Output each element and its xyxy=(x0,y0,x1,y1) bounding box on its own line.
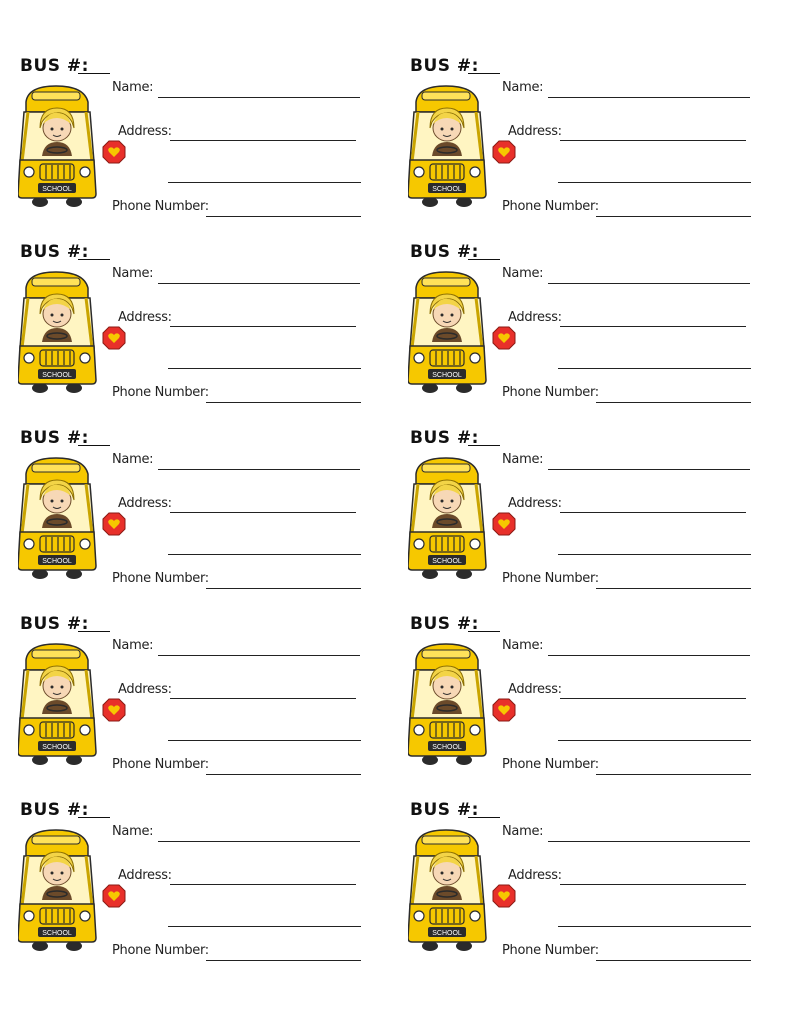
bus-tag-card-5-left xyxy=(20,800,400,980)
name-line[interactable] xyxy=(158,97,360,98)
school-bus-icon xyxy=(18,640,102,766)
bus-number-line[interactable] xyxy=(78,631,110,632)
phone-label: Phone Number: xyxy=(502,943,599,958)
bus-number-label: BUS #: xyxy=(20,614,89,634)
address-label: Address: xyxy=(508,310,562,325)
bus-tag-card-1-right xyxy=(410,56,790,236)
phone-line[interactable] xyxy=(206,774,361,775)
phone-label: Phone Number: xyxy=(112,385,209,400)
name-label: Name: xyxy=(502,824,544,839)
stop-sign-heart-icon xyxy=(102,884,126,908)
phone-label: Phone Number: xyxy=(502,571,599,586)
bus-sign-text: SCHOOL xyxy=(432,930,462,937)
stop-sign-heart-icon xyxy=(492,326,516,350)
bus-number-label: BUS #: xyxy=(410,428,479,448)
address-label: Address: xyxy=(118,310,172,325)
name-label: Name: xyxy=(502,452,544,467)
bus-number-line[interactable] xyxy=(468,631,500,632)
phone-label: Phone Number: xyxy=(502,385,599,400)
bus-sign-text: SCHOOL xyxy=(42,186,72,193)
bus-tag-card-2-left xyxy=(20,242,400,422)
bus-sign-text: SCHOOL xyxy=(432,744,462,751)
address-label: Address: xyxy=(508,124,562,139)
bus-number-line[interactable] xyxy=(468,73,500,74)
bus-sign-text: SCHOOL xyxy=(432,186,462,193)
phone-line[interactable] xyxy=(596,588,751,589)
address-label: Address: xyxy=(508,682,562,697)
stop-sign-heart-icon xyxy=(102,140,126,164)
phone-label: Phone Number: xyxy=(112,757,209,772)
phone-label: Phone Number: xyxy=(502,199,599,214)
school-bus-icon xyxy=(18,82,102,208)
name-label: Name: xyxy=(112,80,154,95)
address-label: Address: xyxy=(118,124,172,139)
address-line-1[interactable] xyxy=(170,326,356,327)
phone-label: Phone Number: xyxy=(502,757,599,772)
name-label: Name: xyxy=(112,266,154,281)
stop-sign-heart-icon xyxy=(102,512,126,536)
stop-sign-heart-icon xyxy=(102,326,126,350)
address-line-2[interactable] xyxy=(168,182,361,183)
bus-number-label: BUS #: xyxy=(410,242,479,262)
bus-tag-card-1-left xyxy=(20,56,400,236)
address-line-1[interactable] xyxy=(170,698,356,699)
address-line-2[interactable] xyxy=(558,926,751,927)
bus-tag-card-3-left xyxy=(20,428,400,608)
name-line[interactable] xyxy=(548,469,750,470)
school-bus-icon xyxy=(408,268,492,394)
name-label: Name: xyxy=(502,638,544,653)
address-label: Address: xyxy=(508,868,562,883)
bus-number-label: BUS #: xyxy=(410,614,479,634)
phone-line[interactable] xyxy=(206,960,361,961)
name-line[interactable] xyxy=(158,841,360,842)
school-bus-icon xyxy=(408,826,492,952)
name-line[interactable] xyxy=(158,469,360,470)
address-label: Address: xyxy=(118,682,172,697)
bus-sign-text: SCHOOL xyxy=(42,930,72,937)
address-line-1[interactable] xyxy=(170,884,356,885)
address-line-2[interactable] xyxy=(558,554,751,555)
bus-number-line[interactable] xyxy=(78,817,110,818)
bus-number-label: BUS #: xyxy=(20,428,89,448)
bus-tag-card-5-right xyxy=(410,800,790,980)
school-bus-icon xyxy=(408,640,492,766)
stop-sign-heart-icon xyxy=(492,884,516,908)
bus-sign-text: SCHOOL xyxy=(42,372,72,379)
school-bus-icon xyxy=(408,82,492,208)
school-bus-icon xyxy=(18,454,102,580)
bus-number-label: BUS #: xyxy=(20,56,89,76)
phone-line[interactable] xyxy=(596,960,751,961)
name-line[interactable] xyxy=(548,655,750,656)
stop-sign-heart-icon xyxy=(492,140,516,164)
bus-tag-card-3-right xyxy=(410,428,790,608)
address-label: Address: xyxy=(118,496,172,511)
address-line-1[interactable] xyxy=(170,512,356,513)
name-line[interactable] xyxy=(548,97,750,98)
bus-sign-text: SCHOOL xyxy=(432,558,462,565)
address-line-2[interactable] xyxy=(168,740,361,741)
bus-number-label: BUS #: xyxy=(410,56,479,76)
bus-number-label: BUS #: xyxy=(20,800,89,820)
bus-sign-text: SCHOOL xyxy=(42,558,72,565)
stop-sign-heart-icon xyxy=(492,698,516,722)
address-line-1[interactable] xyxy=(560,326,746,327)
name-label: Name: xyxy=(502,266,544,281)
stop-sign-heart-icon xyxy=(492,512,516,536)
address-line-2[interactable] xyxy=(168,368,361,369)
phone-label: Phone Number: xyxy=(112,571,209,586)
address-line-1[interactable] xyxy=(560,884,746,885)
school-bus-icon xyxy=(18,826,102,952)
phone-line[interactable] xyxy=(596,402,751,403)
stop-sign-heart-icon xyxy=(102,698,126,722)
bus-tag-card-4-right xyxy=(410,614,790,794)
bus-number-line[interactable] xyxy=(78,73,110,74)
address-line-1[interactable] xyxy=(560,140,746,141)
name-line[interactable] xyxy=(158,283,360,284)
bus-number-line[interactable] xyxy=(468,817,500,818)
phone-label: Phone Number: xyxy=(112,943,209,958)
school-bus-icon xyxy=(408,454,492,580)
phone-label: Phone Number: xyxy=(112,199,209,214)
phone-line[interactable] xyxy=(206,402,361,403)
name-label: Name: xyxy=(112,638,154,653)
bus-number-label: BUS #: xyxy=(20,242,89,262)
bus-tag-card-4-left xyxy=(20,614,400,794)
bus-number-line[interactable] xyxy=(78,445,110,446)
bus-number-line[interactable] xyxy=(468,445,500,446)
bus-sign-text: SCHOOL xyxy=(432,372,462,379)
address-line-1[interactable] xyxy=(170,140,356,141)
name-label: Name: xyxy=(112,824,154,839)
name-line[interactable] xyxy=(158,655,360,656)
address-label: Address: xyxy=(118,868,172,883)
address-line-2[interactable] xyxy=(558,368,751,369)
phone-line[interactable] xyxy=(206,216,361,217)
name-line[interactable] xyxy=(548,283,750,284)
phone-line[interactable] xyxy=(596,216,751,217)
address-line-2[interactable] xyxy=(558,182,751,183)
name-label: Name: xyxy=(112,452,154,467)
bus-number-label: BUS #: xyxy=(410,800,479,820)
address-line-2[interactable] xyxy=(168,554,361,555)
address-line-1[interactable] xyxy=(560,512,746,513)
address-line-2[interactable] xyxy=(168,926,361,927)
name-label: Name: xyxy=(502,80,544,95)
bus-sign-text: SCHOOL xyxy=(42,744,72,751)
school-bus-icon xyxy=(18,268,102,394)
address-line-1[interactable] xyxy=(560,698,746,699)
phone-line[interactable] xyxy=(206,588,361,589)
address-line-2[interactable] xyxy=(558,740,751,741)
bus-tag-card-2-right xyxy=(410,242,790,422)
phone-line[interactable] xyxy=(596,774,751,775)
bus-number-line[interactable] xyxy=(78,259,110,260)
name-line[interactable] xyxy=(548,841,750,842)
bus-number-line[interactable] xyxy=(468,259,500,260)
address-label: Address: xyxy=(508,496,562,511)
